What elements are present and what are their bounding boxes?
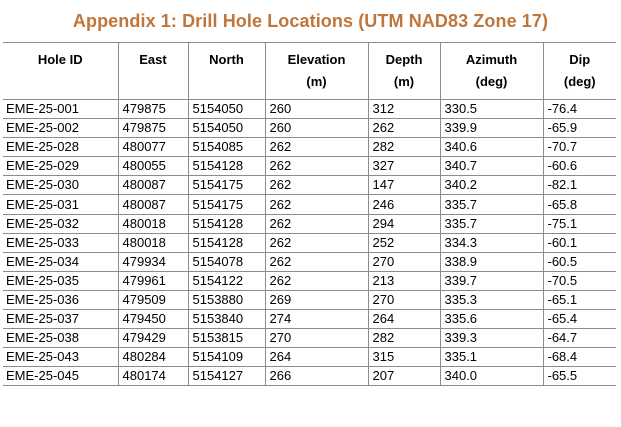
header-label: North — [209, 52, 244, 67]
header-depth — [368, 43, 440, 100]
azimuth-cell: 339.9 — [440, 119, 543, 138]
azimuth-cell: 338.9 — [440, 252, 543, 271]
dip-cell: -65.8 — [543, 195, 616, 214]
table-row — [3, 329, 616, 348]
hole-id-cell: EME-25-038 — [3, 329, 118, 348]
table-row — [3, 157, 616, 176]
table-body — [3, 100, 616, 386]
hole-id-cell: EME-25-033 — [3, 233, 118, 252]
elevation-cell: 262 — [265, 271, 368, 290]
hole-id-cell: EME-25-036 — [3, 290, 118, 309]
elevation-cell: 260 — [265, 119, 368, 138]
north-cell: 5154050 — [188, 100, 265, 119]
table-row — [3, 138, 616, 157]
dip-cell: -60.6 — [543, 157, 616, 176]
north-cell: 5154127 — [188, 367, 265, 386]
depth-cell: 282 — [368, 138, 440, 157]
north-cell: 5154078 — [188, 252, 265, 271]
header-hole-id — [3, 43, 118, 100]
azimuth-cell: 340.2 — [440, 176, 543, 195]
hole-id-cell: EME-25-037 — [3, 310, 118, 329]
azimuth-cell: 340.0 — [440, 367, 543, 386]
east-cell: 480087 — [118, 195, 188, 214]
elevation-cell: 262 — [265, 214, 368, 233]
north-cell: 5154085 — [188, 138, 265, 157]
north-cell: 5154109 — [188, 348, 265, 367]
header-east — [118, 43, 188, 100]
elevation-cell: 274 — [265, 310, 368, 329]
north-cell: 5154128 — [188, 214, 265, 233]
azimuth-cell: 330.5 — [440, 100, 543, 119]
east-cell: 479875 — [118, 100, 188, 119]
east-cell: 480174 — [118, 367, 188, 386]
table-row — [3, 233, 616, 252]
azimuth-cell: 335.3 — [440, 290, 543, 309]
dip-cell: -76.4 — [543, 100, 616, 119]
table-row — [3, 290, 616, 309]
depth-cell: 270 — [368, 290, 440, 309]
depth-cell: 294 — [368, 214, 440, 233]
header-elevation — [265, 43, 368, 100]
drill-hole-table — [3, 42, 616, 386]
hole-id-cell: EME-25-034 — [3, 252, 118, 271]
east-cell: 479875 — [118, 119, 188, 138]
azimuth-cell: 339.7 — [440, 271, 543, 290]
header-label: East — [139, 52, 167, 67]
north-cell: 5153840 — [188, 310, 265, 329]
table-row — [3, 310, 616, 329]
east-cell: 479934 — [118, 252, 188, 271]
hole-id-cell: EME-25-032 — [3, 214, 118, 233]
azimuth-cell: 340.7 — [440, 157, 543, 176]
east-cell: 480055 — [118, 157, 188, 176]
elevation-cell: 262 — [265, 138, 368, 157]
elevation-cell: 264 — [265, 348, 368, 367]
depth-cell: 264 — [368, 310, 440, 329]
azimuth-cell: 335.6 — [440, 310, 543, 329]
elevation-cell: 262 — [265, 233, 368, 252]
depth-cell: 315 — [368, 348, 440, 367]
azimuth-cell: 335.7 — [440, 195, 543, 214]
east-cell: 480077 — [118, 138, 188, 157]
depth-cell: 252 — [368, 233, 440, 252]
table-row — [3, 367, 616, 386]
header-label: Hole ID — [37, 52, 83, 67]
elevation-cell: 262 — [265, 252, 368, 271]
elevation-cell: 266 — [265, 367, 368, 386]
azimuth-cell: 335.1 — [440, 348, 543, 367]
north-cell: 5153815 — [188, 329, 265, 348]
header-unit: (deg) — [563, 74, 596, 89]
elevation-cell: 269 — [265, 290, 368, 309]
table-row — [3, 271, 616, 290]
north-cell: 5154128 — [188, 157, 265, 176]
east-cell: 480284 — [118, 348, 188, 367]
depth-cell: 312 — [368, 100, 440, 119]
dip-cell: -70.7 — [543, 138, 616, 157]
north-cell: 5154175 — [188, 195, 265, 214]
header-label: Azimuth — [465, 52, 518, 67]
table-header-row — [3, 43, 616, 100]
dip-cell: -65.5 — [543, 367, 616, 386]
dip-cell: -65.9 — [543, 119, 616, 138]
table-row — [3, 195, 616, 214]
header-north — [188, 43, 265, 100]
hole-id-cell: EME-25-045 — [3, 367, 118, 386]
hole-id-cell: EME-25-029 — [3, 157, 118, 176]
hole-id-cell: EME-25-043 — [3, 348, 118, 367]
dip-cell: -68.4 — [543, 348, 616, 367]
azimuth-cell: 335.7 — [440, 214, 543, 233]
east-cell: 479509 — [118, 290, 188, 309]
north-cell: 5153880 — [188, 290, 265, 309]
depth-cell: 262 — [368, 119, 440, 138]
hole-id-cell: EME-25-028 — [3, 138, 118, 157]
east-cell: 479429 — [118, 329, 188, 348]
depth-cell: 282 — [368, 329, 440, 348]
azimuth-cell: 334.3 — [440, 233, 543, 252]
header-unit: (m) — [306, 74, 327, 89]
dip-cell: -60.1 — [543, 233, 616, 252]
east-cell: 480018 — [118, 214, 188, 233]
elevation-cell: 262 — [265, 157, 368, 176]
north-cell: 5154128 — [188, 233, 265, 252]
east-cell: 479450 — [118, 310, 188, 329]
table-row — [3, 176, 616, 195]
east-cell: 480087 — [118, 176, 188, 195]
header-label: Depth — [385, 52, 423, 67]
header-unit: (m) — [393, 74, 415, 89]
dip-cell: -82.1 — [543, 176, 616, 195]
hole-id-cell: EME-25-001 — [3, 100, 118, 119]
dip-cell: -64.7 — [543, 329, 616, 348]
header-label: Dip — [569, 52, 591, 67]
elevation-cell: 262 — [265, 176, 368, 195]
page-title: Appendix 1: Drill Hole Locations (UTM NAD83 Zone 17) — [72, 11, 549, 31]
azimuth-cell: 339.3 — [440, 329, 543, 348]
table-row — [3, 214, 616, 233]
dip-cell: -65.1 — [543, 290, 616, 309]
table-row — [3, 252, 616, 271]
header-dip — [543, 43, 616, 100]
table-row — [3, 119, 616, 138]
north-cell: 5154050 — [188, 119, 265, 138]
dip-cell: -60.5 — [543, 252, 616, 271]
north-cell: 5154122 — [188, 271, 265, 290]
hole-id-cell: EME-25-002 — [3, 119, 118, 138]
dip-cell: -65.4 — [543, 310, 616, 329]
depth-cell: 327 — [368, 157, 440, 176]
depth-cell: 270 — [368, 252, 440, 271]
table-row — [3, 100, 616, 119]
header-unit: (deg) — [475, 74, 508, 89]
dip-cell: -70.5 — [543, 271, 616, 290]
header-label: Elevation — [287, 52, 346, 67]
depth-cell: 207 — [368, 367, 440, 386]
elevation-cell: 262 — [265, 195, 368, 214]
hole-id-cell: EME-25-031 — [3, 195, 118, 214]
depth-cell: 147 — [368, 176, 440, 195]
depth-cell: 246 — [368, 195, 440, 214]
hole-id-cell: EME-25-035 — [3, 271, 118, 290]
azimuth-cell: 340.6 — [440, 138, 543, 157]
elevation-cell: 260 — [265, 100, 368, 119]
depth-cell: 213 — [368, 271, 440, 290]
hole-id-cell: EME-25-030 — [3, 176, 118, 195]
east-cell: 480018 — [118, 233, 188, 252]
table-row — [3, 348, 616, 367]
header-azimuth — [440, 43, 543, 100]
north-cell: 5154175 — [188, 176, 265, 195]
elevation-cell: 270 — [265, 329, 368, 348]
east-cell: 479961 — [118, 271, 188, 290]
dip-cell: -75.1 — [543, 214, 616, 233]
